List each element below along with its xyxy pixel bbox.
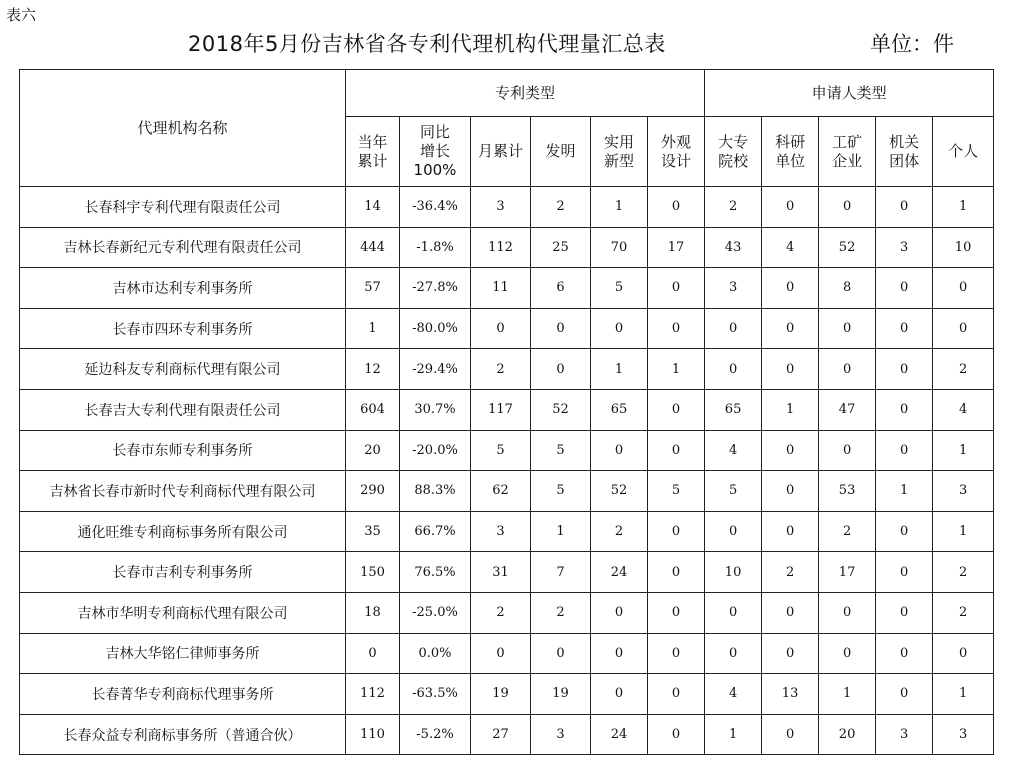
value-cell: 18 xyxy=(346,592,400,633)
header-column-line: 院校 xyxy=(718,151,749,170)
value-cell: 3 xyxy=(471,187,531,228)
value-cell: 20 xyxy=(346,430,400,471)
value-cell: -27.8% xyxy=(400,268,471,309)
header-column-line: 单位 xyxy=(775,151,806,170)
value-cell: 0 xyxy=(933,308,994,349)
value-cell: 0 xyxy=(876,552,933,593)
value-cell: -63.5% xyxy=(400,674,471,715)
value-cell: 1 xyxy=(591,187,648,228)
header-column-line: 当年 xyxy=(357,132,388,151)
value-cell: 20 xyxy=(819,714,876,755)
value-cell: 3 xyxy=(471,511,531,552)
value-cell: 1 xyxy=(933,430,994,471)
table-header xyxy=(20,70,994,187)
value-cell: 0 xyxy=(591,674,648,715)
value-cell: 1 xyxy=(531,511,591,552)
header-column xyxy=(762,117,819,187)
value-cell: 0 xyxy=(591,633,648,674)
value-cell: 24 xyxy=(591,714,648,755)
value-cell: 1 xyxy=(762,389,819,430)
table-row xyxy=(20,511,994,552)
value-cell: 0 xyxy=(762,511,819,552)
value-cell: 0 xyxy=(819,187,876,228)
value-cell: 52 xyxy=(819,227,876,268)
value-cell: 0 xyxy=(648,552,705,593)
header-group-patent-type: 专利类型 xyxy=(346,70,705,117)
value-cell: 0 xyxy=(648,268,705,309)
table-row xyxy=(20,349,994,390)
value-cell: 10 xyxy=(705,552,762,593)
value-cell: 0 xyxy=(762,308,819,349)
value-cell: 1 xyxy=(933,674,994,715)
value-cell: 0 xyxy=(531,633,591,674)
value-cell: 10 xyxy=(933,227,994,268)
table-row xyxy=(20,430,994,471)
value-cell: 1 xyxy=(933,511,994,552)
value-cell: 0 xyxy=(705,633,762,674)
header-column xyxy=(531,117,591,187)
value-cell: 1 xyxy=(933,187,994,228)
value-cell: 0 xyxy=(876,389,933,430)
value-cell: 5 xyxy=(531,430,591,471)
value-cell: 27 xyxy=(471,714,531,755)
header-column-line: 个人 xyxy=(948,142,979,160)
value-cell: -1.8% xyxy=(400,227,471,268)
value-cell: 2 xyxy=(933,592,994,633)
value-cell: 112 xyxy=(471,227,531,268)
header-column-line: 累计 xyxy=(357,151,388,170)
value-cell: 0 xyxy=(591,430,648,471)
value-cell: 7 xyxy=(531,552,591,593)
value-cell: 444 xyxy=(346,227,400,268)
value-cell: 0 xyxy=(471,308,531,349)
value-cell: 1 xyxy=(876,471,933,512)
header-column-line: 科研 xyxy=(775,132,806,151)
value-cell: 604 xyxy=(346,389,400,430)
page-title: 2018年5月份吉林省各专利代理机构代理量汇总表 xyxy=(188,32,666,56)
header-column xyxy=(471,117,531,187)
value-cell: 0 xyxy=(819,308,876,349)
value-cell: 0 xyxy=(876,633,933,674)
value-cell: 19 xyxy=(471,674,531,715)
agency-name-cell: 吉林市华明专利商标代理有限公司 xyxy=(20,592,346,633)
value-cell: 24 xyxy=(591,552,648,593)
value-cell: 110 xyxy=(346,714,400,755)
value-cell: 0 xyxy=(648,674,705,715)
header-column xyxy=(819,117,876,187)
value-cell: 17 xyxy=(648,227,705,268)
value-cell: 0 xyxy=(933,268,994,309)
agency-name-cell: 长春众益专利商标事务所（普通合伙） xyxy=(20,714,346,755)
value-cell: -5.2% xyxy=(400,714,471,755)
header-group-applicant-type: 申请人类型 xyxy=(705,70,994,117)
value-cell: 0 xyxy=(648,592,705,633)
table-row xyxy=(20,674,994,715)
table-body xyxy=(20,187,994,755)
agency-name-cell: 长春菁华专利商标代理事务所 xyxy=(20,674,346,715)
value-cell: 0 xyxy=(762,430,819,471)
value-cell: 5 xyxy=(471,430,531,471)
value-cell: 0 xyxy=(762,633,819,674)
header-column xyxy=(346,117,400,187)
header-column-line: 新型 xyxy=(603,151,634,170)
value-cell: 0 xyxy=(819,633,876,674)
value-cell: 53 xyxy=(819,471,876,512)
value-cell: 4 xyxy=(705,674,762,715)
agency-name-cell: 长春吉大专利代理有限责任公司 xyxy=(20,389,346,430)
header-column-line: 大专 xyxy=(718,132,749,151)
value-cell: 0 xyxy=(762,714,819,755)
value-cell: 0 xyxy=(591,308,648,349)
unit-label: 单位：件 xyxy=(870,32,954,56)
value-cell: 0 xyxy=(876,268,933,309)
agency-name-cell: 通化旺维专利商标事务所有限公司 xyxy=(20,511,346,552)
agency-name-cell: 长春科宇专利代理有限责任公司 xyxy=(20,187,346,228)
value-cell: 88.3% xyxy=(400,471,471,512)
value-cell: 35 xyxy=(346,511,400,552)
value-cell: 47 xyxy=(819,389,876,430)
value-cell: 0 xyxy=(346,633,400,674)
table-row xyxy=(20,714,994,755)
header-column xyxy=(705,117,762,187)
value-cell: 1 xyxy=(648,349,705,390)
value-cell: 0 xyxy=(876,430,933,471)
value-cell: 0 xyxy=(762,187,819,228)
value-cell: 3 xyxy=(876,227,933,268)
table-row xyxy=(20,633,994,674)
value-cell: 0 xyxy=(876,592,933,633)
header-column-line: 同比 xyxy=(419,123,450,141)
value-cell: 0 xyxy=(819,592,876,633)
value-cell: 31 xyxy=(471,552,531,593)
header-column-line: 月累计 xyxy=(477,142,523,160)
header-column xyxy=(591,117,648,187)
value-cell: 17 xyxy=(819,552,876,593)
header-column-line: 实用 xyxy=(603,132,634,151)
value-cell: 0 xyxy=(762,349,819,390)
summary-table xyxy=(19,69,994,755)
value-cell: 0 xyxy=(705,308,762,349)
value-cell: 12 xyxy=(346,349,400,390)
value-cell: 66.7% xyxy=(400,511,471,552)
value-cell: 0 xyxy=(591,592,648,633)
agency-name-cell: 吉林市达利专利事务所 xyxy=(20,268,346,309)
table-row xyxy=(20,227,994,268)
value-cell: 62 xyxy=(471,471,531,512)
value-cell: -20.0% xyxy=(400,430,471,471)
value-cell: 0 xyxy=(819,430,876,471)
value-cell: 2 xyxy=(933,552,994,593)
header-column-line: 机关 xyxy=(889,132,920,151)
value-cell: 14 xyxy=(346,187,400,228)
value-cell: 2 xyxy=(471,592,531,633)
value-cell: 0 xyxy=(531,349,591,390)
value-cell: 1 xyxy=(591,349,648,390)
value-cell: 0 xyxy=(876,187,933,228)
value-cell: 0 xyxy=(876,674,933,715)
value-cell: 2 xyxy=(933,349,994,390)
value-cell: 2 xyxy=(591,511,648,552)
value-cell: 5 xyxy=(705,471,762,512)
header-column-line: 企业 xyxy=(832,151,863,170)
agency-name-cell: 吉林大华铭仁律师事务所 xyxy=(20,633,346,674)
value-cell: 25 xyxy=(531,227,591,268)
value-cell: 0 xyxy=(819,349,876,390)
value-cell: 5 xyxy=(531,471,591,512)
table-row xyxy=(20,268,994,309)
value-cell: 0 xyxy=(648,187,705,228)
value-cell: 52 xyxy=(531,389,591,430)
value-cell: 150 xyxy=(346,552,400,593)
value-cell: 0 xyxy=(762,592,819,633)
header-column-line: 100% xyxy=(413,161,457,179)
value-cell: 76.5% xyxy=(400,552,471,593)
value-cell: 52 xyxy=(591,471,648,512)
header-column xyxy=(933,117,994,187)
agency-name-cell: 延边科友专利商标代理有限公司 xyxy=(20,349,346,390)
header-column-line: 增长 xyxy=(419,142,450,160)
value-cell: 0 xyxy=(762,471,819,512)
value-cell: 0 xyxy=(531,308,591,349)
header-column-line: 团体 xyxy=(889,151,920,170)
value-cell: 117 xyxy=(471,389,531,430)
value-cell: 3 xyxy=(531,714,591,755)
header-column-line: 外观 xyxy=(661,132,692,151)
value-cell: 6 xyxy=(531,268,591,309)
value-cell: 19 xyxy=(531,674,591,715)
header-column xyxy=(400,117,471,187)
table-row xyxy=(20,389,994,430)
value-cell: 2 xyxy=(531,187,591,228)
value-cell: 0.0% xyxy=(400,633,471,674)
value-cell: -80.0% xyxy=(400,308,471,349)
value-cell: 0 xyxy=(762,268,819,309)
value-cell: 0 xyxy=(648,633,705,674)
value-cell: 0 xyxy=(648,511,705,552)
table-number-label: 表六 xyxy=(6,6,37,24)
value-cell: 290 xyxy=(346,471,400,512)
value-cell: 0 xyxy=(705,511,762,552)
value-cell: 13 xyxy=(762,674,819,715)
table-row xyxy=(20,187,994,228)
table-row xyxy=(20,592,994,633)
table-row xyxy=(20,471,994,512)
agency-name-cell: 长春市四环专利事务所 xyxy=(20,308,346,349)
table-row xyxy=(20,552,994,593)
value-cell: 65 xyxy=(705,389,762,430)
value-cell: 1 xyxy=(346,308,400,349)
value-cell: 3 xyxy=(876,714,933,755)
value-cell: 0 xyxy=(648,389,705,430)
header-column xyxy=(648,117,705,187)
value-cell: 0 xyxy=(705,592,762,633)
header-column-line: 发明 xyxy=(545,142,576,160)
agency-name-cell: 长春市东师专利事务所 xyxy=(20,430,346,471)
value-cell: -29.4% xyxy=(400,349,471,390)
value-cell: 5 xyxy=(591,268,648,309)
value-cell: 5 xyxy=(648,471,705,512)
value-cell: 4 xyxy=(762,227,819,268)
value-cell: 0 xyxy=(705,349,762,390)
value-cell: 2 xyxy=(762,552,819,593)
value-cell: 0 xyxy=(933,633,994,674)
value-cell: 3 xyxy=(933,714,994,755)
agency-name-cell: 长春市吉利专利事务所 xyxy=(20,552,346,593)
value-cell: 43 xyxy=(705,227,762,268)
value-cell: 2 xyxy=(531,592,591,633)
value-cell: 0 xyxy=(876,349,933,390)
value-cell: 3 xyxy=(705,268,762,309)
value-cell: -36.4% xyxy=(400,187,471,228)
value-cell: 0 xyxy=(648,714,705,755)
value-cell: 65 xyxy=(591,389,648,430)
value-cell: 11 xyxy=(471,268,531,309)
header-column-line: 工矿 xyxy=(832,132,863,151)
value-cell: 1 xyxy=(819,674,876,715)
value-cell: 112 xyxy=(346,674,400,715)
value-cell: 1 xyxy=(705,714,762,755)
value-cell: 4 xyxy=(705,430,762,471)
value-cell: 0 xyxy=(876,308,933,349)
value-cell: 2 xyxy=(819,511,876,552)
value-cell: -25.0% xyxy=(400,592,471,633)
table-row xyxy=(20,308,994,349)
agency-name-cell: 吉林省长春市新时代专利商标代理有限公司 xyxy=(20,471,346,512)
value-cell: 0 xyxy=(648,430,705,471)
value-cell: 70 xyxy=(591,227,648,268)
value-cell: 57 xyxy=(346,268,400,309)
value-cell: 0 xyxy=(876,511,933,552)
value-cell: 8 xyxy=(819,268,876,309)
value-cell: 30.7% xyxy=(400,389,471,430)
value-cell: 2 xyxy=(471,349,531,390)
value-cell: 2 xyxy=(705,187,762,228)
header-agency-name: 代理机构名称 xyxy=(20,70,346,187)
header-column xyxy=(876,117,933,187)
value-cell: 4 xyxy=(933,389,994,430)
value-cell: 3 xyxy=(933,471,994,512)
agency-name-cell: 吉林长春新纪元专利代理有限责任公司 xyxy=(20,227,346,268)
header-column-line: 设计 xyxy=(661,151,692,170)
value-cell: 0 xyxy=(471,633,531,674)
value-cell: 0 xyxy=(648,308,705,349)
